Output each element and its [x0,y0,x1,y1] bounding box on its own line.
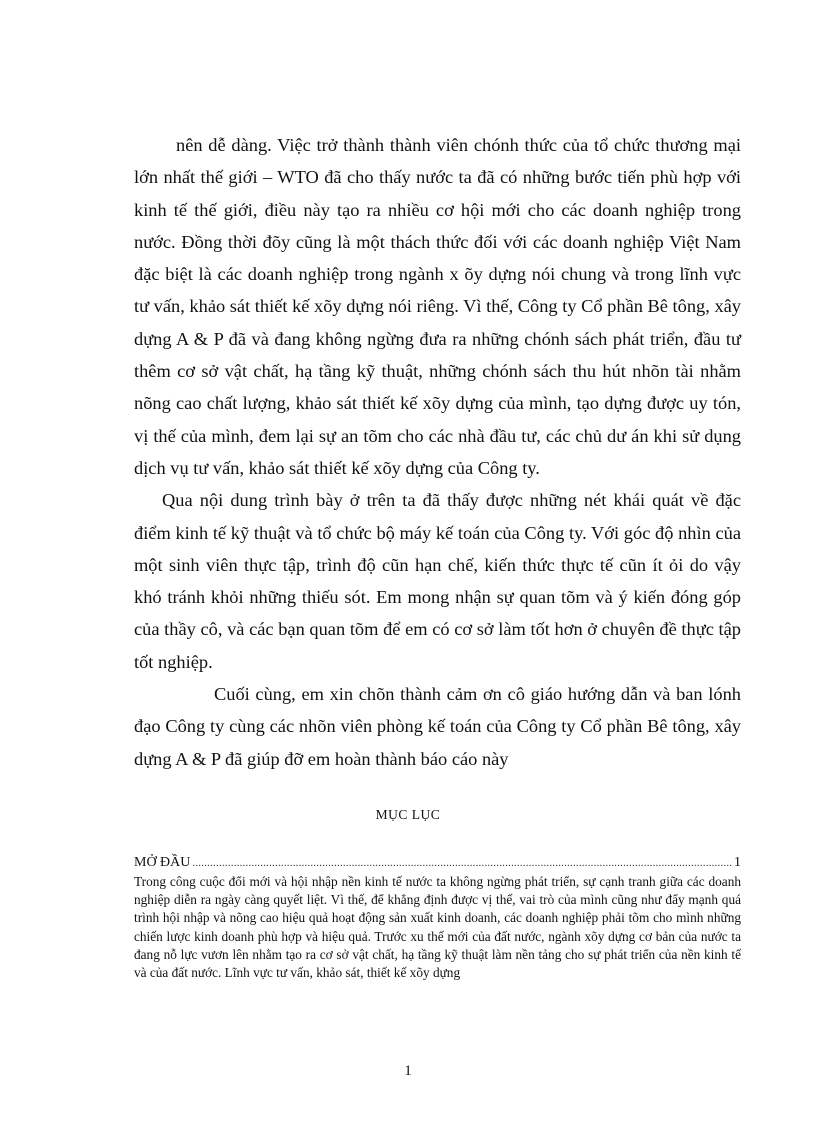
toc-heading: MỤC LỤC [375,807,441,822]
toc-entry-label: MỞ ĐẦU [134,855,191,870]
toc-leader-dots [192,854,733,872]
paragraph: Qua nội dung trình bày ở trên ta đã thấy được những nét khái quát về đặc điểm kinh tế kỹ thuật và tổ chức bộ máy kế toán của Công ty. Với góc độ nhìn của một sinh viên thực tập, trình độ cũn hạn chế, kiến thức thực tế cũn ít ỏi do vậy khó tránh khỏi những thiếu sót. Em mong nhận sự quan tõm và ý kiến đóng góp của thầy cô, và các bạn quan tõm để em có cơ sở làm tốt hơn ở chuyên đề thực tập tốt nghiệp. [134,490,741,672]
page-number: 1 [404,1063,412,1079]
toc-entry [134,854,741,872]
paragraph: Cuối cùng, em xin chõn thành cảm ơn cô giáo hướng dẫn và ban lónh đạo Công ty cùng các nhõn viên phòng kế toán của Công ty Cổ phần Bê tông, xây dựng A & P đã giúp đỡ em hoàn thành báo cáo này [134,684,741,769]
paragraph: nên dễ dàng. Việc trở thành thành viên chónh thức của tổ chức thương mại lớn nhất thế giới – WTO đã cho thấy nước ta đã có những bước tiến phù hợp với kinh tế thế giới, điều này tạo ra nhiều cơ hội mới cho các doanh nghiệp trong nước. Đồng thời đõy cũng là một thách thức đối với các doanh nghiệp Việt Nam đặc biệt là các doanh nghiệp trong ngành x õy dựng nói chung và trong lĩnh vực tư vấn, khảo sát thiết kế xõy dựng nói riêng. Vì thế, Công ty Cổ phần Bê tông, xây dựng A & P đã và đang không ngừng đưa ra những chónh sách phát triển, đầu tư thêm cơ sở vật chất, hạ tầng kỹ thuật, những chónh sách thu hút nhõn tài nhằm nõng cao chất lượng, khảo sát thiết kế xõy dựng của mình, tạo dựng được uy tón, vị thế của mình, đem lại sự an tõm cho các nhà đầu tư, các chủ dư án khi sử dụng dịch vụ tư vấn, khảo sát thiết kế xõy dựng của Công ty. [134,135,741,478]
toc-entry-description: Trong công cuộc đổi mới và hội nhập nền kinh tế nước ta không ngừng phát triển, sự cạnh tranh giữa các doanh nghiệp diễn ra ngày càng quyết liệt. Vì thế, để khẳng định được vị thế, vai trò của mình cũng như đẩy mạnh quá trình hội nhập và nõng cao hiệu quả hoạt động sản xuất kinh doanh, các doanh nghiệp phải tõm cho mình những chiến lược kinh doanh phù hợp và hiệu quả. Trước xu thế mới của đất nước, ngành xõy dựng cơ bản của nước ta đang nỗ lực vươn lên nhằm tạo ra cơ sở vật chất, hạ tầng kỹ thuật làm nền tảng cho sự phát triển của nền kinh tế và của đất nước. Lĩnh vực tư vấn, khảo sát, thiết kế xõy dựng [134,874,741,981]
toc-entry-page: 1 [734,855,741,870]
body-text [134,129,741,775]
